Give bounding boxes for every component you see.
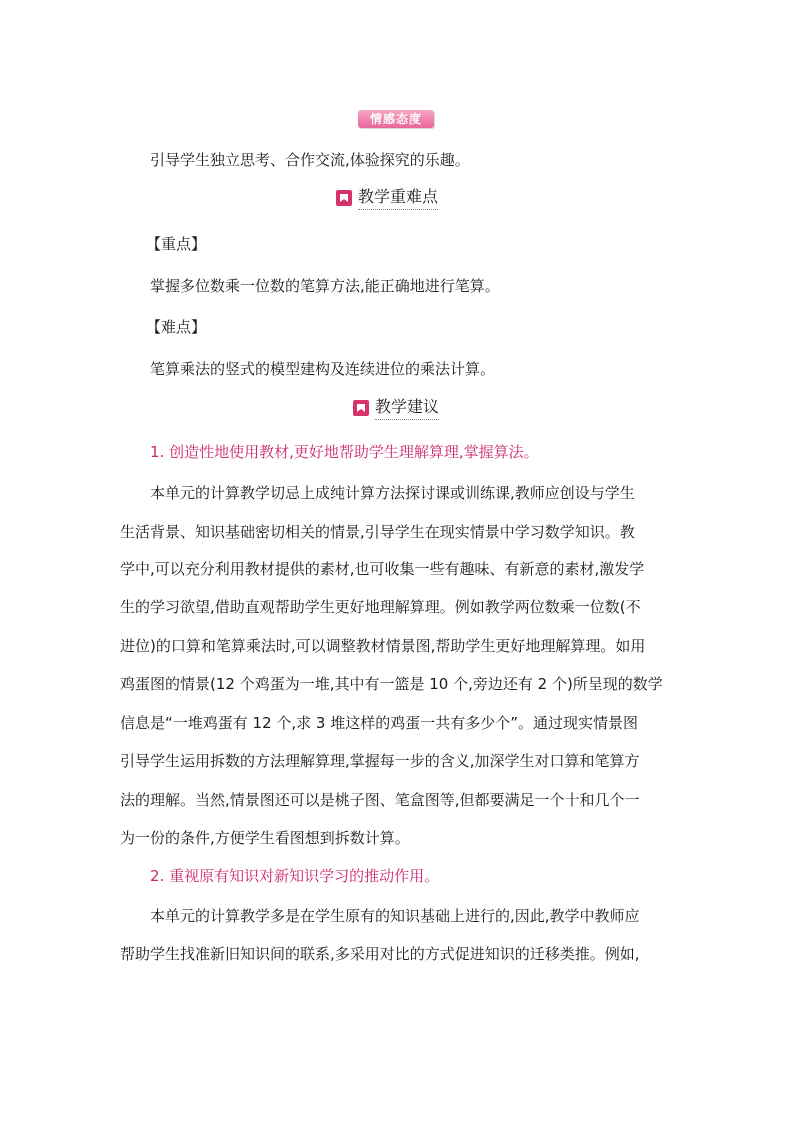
difficulty-label: 【难点】 <box>146 318 207 336</box>
advice-item-1-line: 本单元的计算教学切忌上成纯计算方法探讨课或训练课,教师应创设与学生 <box>150 484 635 502</box>
key-label: 【重点】 <box>146 235 207 253</box>
bookmark-icon <box>336 190 352 206</box>
advice-item-2-line: 本单元的计算教学多是在学生原有的知识基础上进行的,因此,教学中教师应 <box>150 907 640 925</box>
advice-item-1-line: 为一份的条件,方便学生看图想到拆数计算。 <box>120 829 410 847</box>
key-points-title: 教学重难点 <box>358 186 438 210</box>
advice-item-1-line: 生的学习欲望,借助直观帮助学生更好地理解算理。例如教学两位数乘一位数(不 <box>120 598 641 616</box>
difficulty-text: 笔算乘法的竖式的模型建构及连续进位的乘法计算。 <box>150 360 496 378</box>
key-text: 掌握多位数乘一位数的笔算方法,能正确地进行笔算。 <box>150 277 500 295</box>
advice-item-2-line: 帮助学生找准新旧知识间的联系,多采用对比的方式促进知识的迁移类推。例如, <box>120 945 640 963</box>
advice-item-1-title: 1. 创造性地使用教材,更好地帮助学生理解算理,掌握算法。 <box>150 443 539 461</box>
advice-item-1-line: 引导学生运用拆数的方法理解算理,掌握每一步的含义,加深学生对口算和笔算方 <box>120 752 640 770</box>
bookmark-icon <box>353 400 369 416</box>
attitude-tag: 情感态度 <box>358 110 434 128</box>
attitude-text: 引导学生独立思考、合作交流,体验探究的乐趣。 <box>150 151 470 169</box>
advice-item-1-line: 鸡蛋图的情景(12 个鸡蛋为一堆,其中有一篮是 10 个,旁边还有 2 个)所呈现的数学 <box>120 675 663 693</box>
advice-item-1-line: 学中,可以充分利用教材提供的素材,也可收集一些有趣味、有新意的素材,激发学 <box>120 560 645 578</box>
advice-item-1-line: 进位)的口算和笔算乘法时,可以调整教材情景图,帮助学生更好地理解算理。如用 <box>120 637 646 655</box>
teaching-advice-title: 教学建议 <box>375 396 439 420</box>
advice-item-2-title: 2. 重视原有知识对新知识学习的推动作用。 <box>150 867 440 885</box>
teaching-advice-heading <box>353 397 439 419</box>
key-points-heading <box>336 187 438 209</box>
advice-item-1-line: 法的理解。当然,情景图还可以是桃子图、笔盒图等,但都要满足一个十和几个一 <box>120 791 640 809</box>
advice-item-1-line: 生活背景、知识基础密切相关的情景,引导学生在现实情景中学习数学知识。教 <box>120 523 635 541</box>
advice-item-1-line: 信息是“一堆鸡蛋有 12 个,求 3 堆这样的鸡蛋一共有多少个”。通过现实情景图 <box>120 714 639 732</box>
